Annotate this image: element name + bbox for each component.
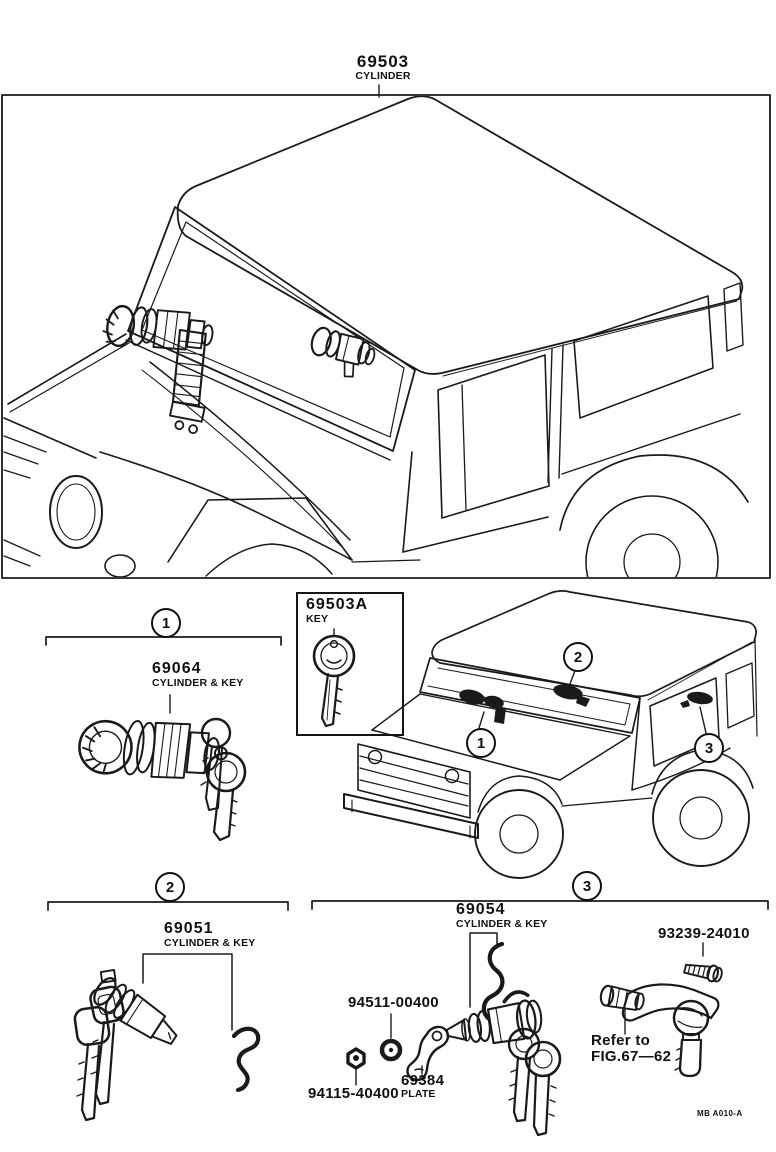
reference-note xyxy=(591,1033,671,1065)
vehicle-callout-1 xyxy=(466,728,496,758)
part-69054-art xyxy=(444,944,560,1135)
section-callout-1-number: 1 xyxy=(161,614,171,632)
part-69054-name: CYLINDER & KEY xyxy=(456,917,548,930)
part-94115-number: 94115-40400 xyxy=(308,1085,399,1102)
dash-lock-on-cowl-art xyxy=(305,326,378,383)
section-callout-3 xyxy=(572,871,602,901)
small-vehicle-art xyxy=(344,591,757,878)
part-69064-label xyxy=(152,661,243,689)
part-69051-name: CYLINDER & KEY xyxy=(164,936,256,949)
part-94115-label xyxy=(308,1086,399,1102)
part-69384-number: 69384 xyxy=(401,1072,445,1089)
reference-line1: Refer to xyxy=(591,1032,651,1049)
part-69384-name: PLATE xyxy=(401,1087,436,1100)
washer-art xyxy=(382,1041,400,1059)
section-callout-1 xyxy=(151,608,181,638)
section-1-bracket xyxy=(46,637,281,645)
part-94511-number: 94511-00400 xyxy=(348,994,439,1011)
vehicle-callout-3-number: 3 xyxy=(704,739,714,757)
vehicle-callout-2 xyxy=(563,642,593,672)
vehicle-callout-1-number: 1 xyxy=(476,734,486,752)
part-69051-art xyxy=(74,965,259,1120)
reference-line2: FIG.67—62 xyxy=(591,1047,672,1065)
section-2-bracket xyxy=(48,902,288,910)
main-figure-frame xyxy=(2,85,770,578)
vehicle-callout-3 xyxy=(694,733,724,763)
section-callout-2-number: 2 xyxy=(165,878,175,896)
leader-lines xyxy=(143,629,706,1085)
figure-title xyxy=(323,53,443,82)
vehicle-callout-2-number: 2 xyxy=(573,648,583,666)
key-inset-part-number: 69503A xyxy=(306,596,369,613)
page-code-text: MB A010-A xyxy=(697,1109,743,1118)
ignition-lock-on-cowl-art xyxy=(101,299,215,434)
part-94511-label xyxy=(348,995,439,1011)
part-69054-label xyxy=(456,902,547,930)
part-69064-name: CYLINDER & KEY xyxy=(152,676,244,689)
part-93239-number: 93239-24010 xyxy=(658,925,750,942)
key-inset-part-name: KEY xyxy=(306,612,329,625)
part-69051-label xyxy=(164,921,255,949)
part-69064-number: 69064 xyxy=(152,660,202,677)
key-inset-label xyxy=(306,597,368,625)
part-69054-number: 69054 xyxy=(456,901,506,918)
part-69064-art xyxy=(76,708,245,840)
figure-part-number: 69503 xyxy=(356,52,410,71)
section-callout-3-number: 3 xyxy=(582,877,592,895)
page-code xyxy=(697,1110,743,1118)
figure-part-name: CYLINDER xyxy=(355,69,411,82)
section-callout-2 xyxy=(155,872,185,902)
part-93239-label xyxy=(658,926,750,942)
large-vehicle-art xyxy=(4,96,748,628)
part-69384-label xyxy=(401,1073,444,1100)
nut-art xyxy=(348,1049,364,1068)
part-69051-number: 69051 xyxy=(164,920,214,937)
